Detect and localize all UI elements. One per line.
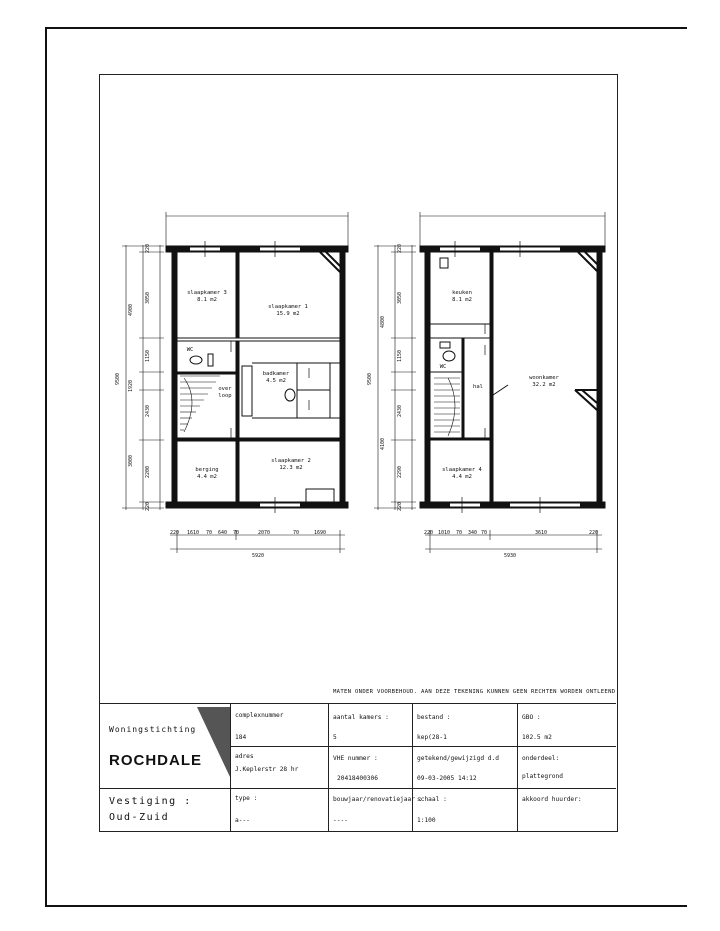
- disclaimer-notice: MATEN ONDER VOORBEHOUD. AAN DEZE TEKENING KUNNEN GEEN RECHTEN WORDEN ONTLEEND: [333, 689, 616, 695]
- complexnummer-value: 184: [235, 734, 247, 741]
- room-upper-name: slaapkamer 1: [268, 304, 308, 310]
- room-upper-area: 4.4 m2: [197, 474, 217, 480]
- room-upper-area: 15.9 m2: [276, 311, 300, 317]
- vhe-label: VHE nummer :: [333, 755, 378, 762]
- dim-label: 220: [397, 243, 403, 253]
- room-upper-name: badkamer: [262, 371, 290, 377]
- title-block: [99, 703, 616, 831]
- floorplan-ground: [374, 212, 605, 553]
- dim-label: 220: [145, 501, 151, 511]
- dim-label: 3050: [145, 291, 151, 304]
- room-upper-name: slaapkamer 3: [187, 290, 227, 296]
- dim-total: 5930: [504, 553, 517, 559]
- dim-label: 4800: [380, 315, 386, 328]
- dim-label: 4900: [128, 303, 134, 316]
- onderdeel-value: plattegrond: [522, 773, 563, 780]
- dim-label: 70: [481, 530, 488, 536]
- dim-label: 70: [233, 530, 240, 536]
- dim-label: 220: [397, 501, 403, 511]
- bouwjaar-label: bouwjaar/renovatiejaar :: [333, 796, 423, 803]
- bestand-value: kep(28-1: [417, 734, 447, 741]
- room-upper-name: over: [218, 386, 232, 392]
- aantal-kamers-label: aantal kamers :: [333, 714, 389, 721]
- dim-label: 9500: [115, 372, 121, 385]
- brand-logo-text: ROCHDALE: [109, 752, 202, 769]
- room-upper-area: 12.3 m2: [279, 465, 303, 471]
- gbo-label: GBO :: [522, 714, 541, 721]
- dim-label: 3610: [535, 530, 548, 536]
- room-ground-area: 4.4 m2: [452, 474, 472, 480]
- dim-label: 70: [206, 530, 213, 536]
- room-upper-name: berging: [195, 467, 219, 473]
- akkoord-label: akkoord huurder:: [522, 796, 582, 803]
- gbo-value: 102.5 m2: [522, 734, 552, 741]
- dim-label: 340: [468, 530, 478, 536]
- complexnummer-label: complexnummer: [235, 712, 284, 719]
- dim-label: 1610: [187, 530, 200, 536]
- dim-label: 3050: [397, 291, 403, 304]
- room-ground-area: 32.2 m2: [532, 382, 556, 388]
- branch-name: Oud-Zuid: [109, 812, 170, 823]
- getekend-label: getekend/gewijzigd d.d: [417, 755, 499, 762]
- schaal-label: schaal :: [417, 796, 447, 803]
- getekend-value: 09-03-2005 14:12: [417, 775, 477, 782]
- room-ground-name: WC: [439, 364, 447, 370]
- room-ground-name: slaapkamer 4: [442, 467, 482, 473]
- schaal-value: 1:100: [417, 817, 436, 824]
- room-ground-name: hal: [473, 384, 483, 390]
- dim-label: 1150: [145, 349, 151, 362]
- dim-label: 70: [456, 530, 463, 536]
- dim-label: 3000: [128, 454, 134, 467]
- type-value: a---: [235, 817, 250, 824]
- floorplan-upper: [122, 212, 348, 553]
- dim-label: 2200: [145, 465, 151, 478]
- room-upper-area: 4.5 m2: [266, 378, 286, 384]
- dim-label: 2430: [145, 404, 151, 417]
- onderdeel-label: onderdeel:: [522, 755, 560, 762]
- room-upper-name: WC: [186, 347, 194, 353]
- dim-label: 4100: [380, 437, 386, 450]
- branch-label: Vestiging :: [109, 796, 192, 807]
- room-ground-name: woonkamer: [529, 375, 559, 381]
- room-ground-name: keuken: [452, 290, 472, 296]
- dim-label: 220: [589, 530, 599, 536]
- dim-label: 1690: [314, 530, 327, 536]
- room-upper-name: slaapkamer 2: [271, 458, 311, 464]
- dim-label: 1150: [397, 349, 403, 362]
- org-name: Woningstichting: [109, 725, 197, 734]
- dim-label: 2290: [397, 465, 403, 478]
- bestand-label: bestand :: [417, 714, 451, 721]
- dim-label: 2070: [258, 530, 271, 536]
- vhe-value: 20418400306: [337, 775, 378, 782]
- adres-value: J.Keplerstr 28 hr: [235, 766, 299, 773]
- room-upper-name: loop: [218, 393, 232, 399]
- dim-label: 220: [145, 243, 151, 253]
- dim-label: 70: [293, 530, 300, 536]
- dim-label: 9500: [367, 372, 373, 385]
- dim-label: 220: [424, 530, 434, 536]
- room-ground-area: 8.1 m2: [452, 297, 472, 303]
- dim-label: 1920: [128, 379, 134, 392]
- adres-label: adres: [235, 753, 254, 760]
- room-upper-area: 8.1 m2: [197, 297, 217, 303]
- logo-wedge-icon: [197, 707, 230, 777]
- type-label: type :: [235, 795, 258, 802]
- bouwjaar-value: ----: [333, 817, 348, 824]
- dim-label: 2430: [397, 404, 403, 417]
- dim-label: 640: [218, 530, 228, 536]
- dim-label: 1010: [438, 530, 451, 536]
- dim-total: 5920: [252, 553, 265, 559]
- aantal-kamers-value: 5: [333, 734, 337, 741]
- dim-label: 220: [170, 530, 180, 536]
